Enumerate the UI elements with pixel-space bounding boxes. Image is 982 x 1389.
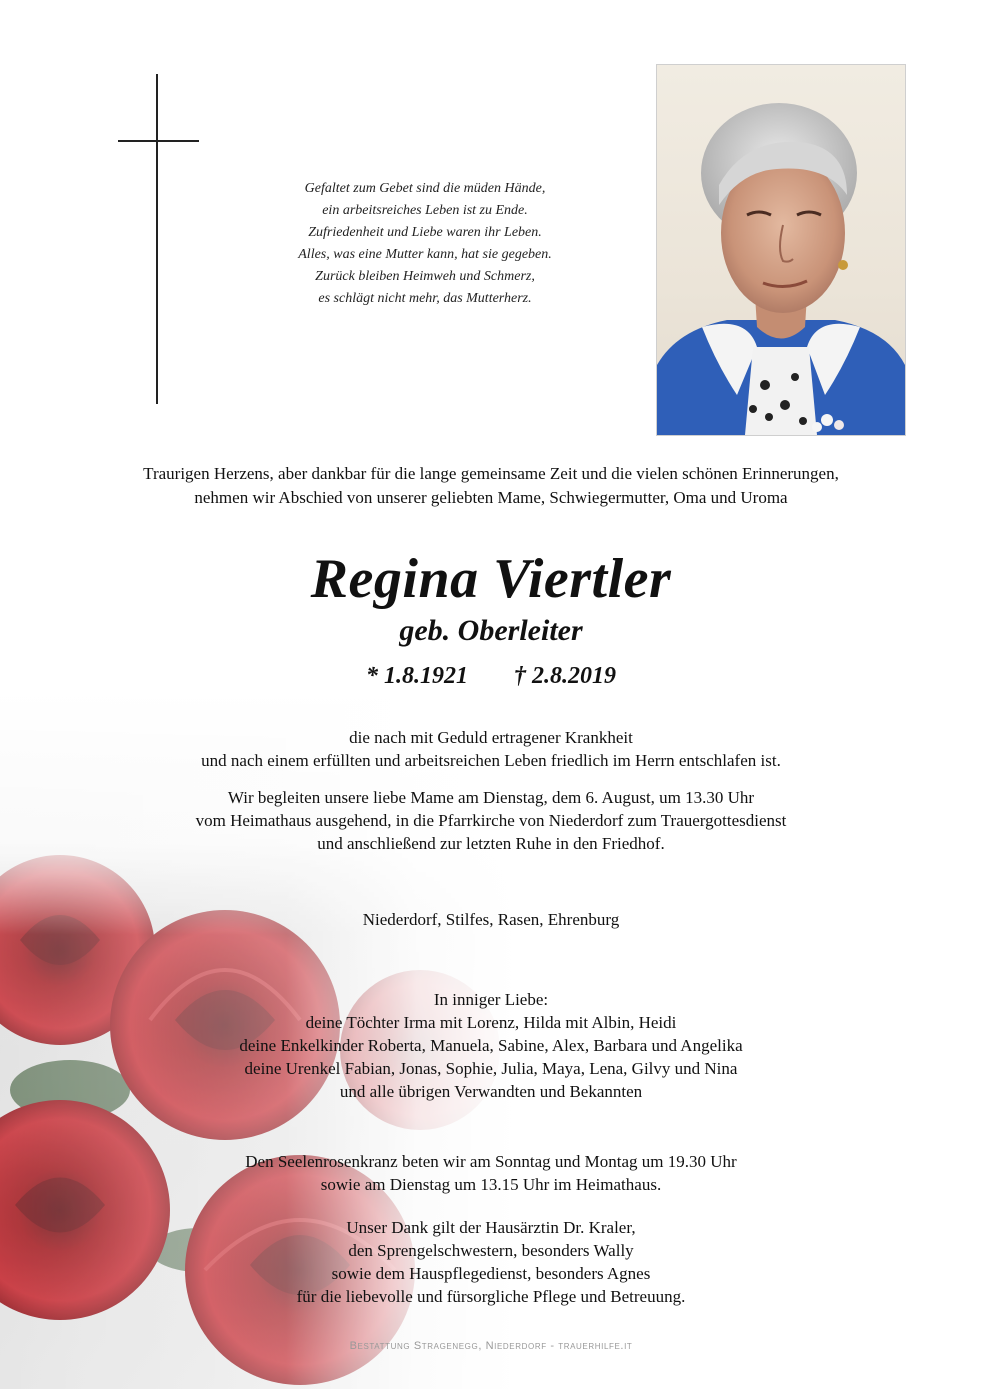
mourners-line: deine Urenkel Fabian, Jonas, Sophie, Julia, Maya, Lena, Gilvy und Nina bbox=[244, 1059, 738, 1078]
passing-line: die nach mit Geduld ertragener Krankheit bbox=[349, 728, 633, 747]
mourners-line: deine Enkelkinder Roberta, Manuela, Sabine, Alex, Barbara und Angelika bbox=[239, 1036, 743, 1055]
thanks-line: Unser Dank gilt der Hausärztin Dr. Kraler, bbox=[346, 1218, 636, 1237]
rosary-line: sowie am Dienstag um 13.15 Uhr im Heimathaus. bbox=[320, 1175, 662, 1194]
thanks-text bbox=[40, 1216, 942, 1308]
mourners bbox=[40, 988, 942, 1103]
funeral-line: Wir begleiten unsere liebe Mame am Dienstag, dem 6. August, um 13.30 Uhr bbox=[227, 788, 755, 807]
poem-line: Zufriedenheit und Liebe waren ihr Leben. bbox=[308, 225, 542, 240]
thanks-line: sowie dem Hauspflegedienst, besonders Agnes bbox=[331, 1264, 651, 1283]
intro-text bbox=[40, 462, 942, 510]
life-dates bbox=[0, 660, 982, 692]
funeral-info bbox=[40, 786, 942, 855]
passing-text bbox=[40, 726, 942, 772]
rosary-line: Den Seelenrosenkranz beten wir am Sonntag und Montag um 19.30 Uhr bbox=[245, 1152, 737, 1171]
rosary-info bbox=[40, 1150, 942, 1196]
birth-date: * 1.8.1921 bbox=[366, 663, 468, 689]
poem-line: ein arbeitsreiches Leben ist zu Ende. bbox=[322, 203, 528, 218]
intro-line: nehmen wir Abschied von unserer geliebten Mame, Schwiegermutter, Oma und Uroma bbox=[194, 488, 788, 507]
poem-line: es schlägt nicht mehr, das Mutterherz. bbox=[318, 291, 532, 306]
poem-line: Zurück bleiben Heimweh und Schmerz, bbox=[315, 269, 535, 284]
mourners-line: und alle übrigen Verwandten und Bekannten bbox=[339, 1082, 643, 1101]
funeral-line: vom Heimathaus ausgehend, in die Pfarrkirche von Niederdorf zum Trauergottesdienst bbox=[195, 811, 787, 830]
poem bbox=[250, 178, 600, 310]
death-date: † 2.8.2019 bbox=[514, 663, 616, 689]
mourners-line: In inniger Liebe: bbox=[433, 990, 549, 1009]
poem-line: Alles, was eine Mutter kann, hat sie gegeben. bbox=[298, 247, 552, 262]
thanks-line: den Sprengelschwestern, besonders Wally bbox=[348, 1241, 634, 1260]
mourners-line: deine Töchter Irma mit Lorenz, Hilda mit Albin, Heidi bbox=[305, 1013, 677, 1032]
portrait-photo bbox=[656, 64, 906, 436]
passing-line: und nach einem erfüllten und arbeitsreichen Leben friedlich im Herrn entschlafen ist. bbox=[201, 751, 781, 770]
thanks-line: für die liebevolle und fürsorgliche Pflege und Betreuung. bbox=[296, 1287, 686, 1306]
funeral-line: und anschließend zur letzten Ruhe in den Friedhof. bbox=[317, 834, 665, 853]
footer-credit: Bestattung Stragenegg, Niederdorf - trauerhilfe.it bbox=[349, 1340, 633, 1352]
intro-line: Traurigen Herzens, aber dankbar für die lange gemeinsame Zeit und die vielen schönen Erinnerungen, bbox=[143, 464, 839, 483]
deceased-name: Regina Viertler bbox=[310, 548, 672, 610]
poem-line: Gefaltet zum Gebet sind die müden Hände, bbox=[304, 181, 546, 196]
maiden-name: geb. Oberleiter bbox=[399, 614, 583, 647]
places: Niederdorf, Stilfes, Rasen, Ehrenburg bbox=[362, 910, 620, 929]
